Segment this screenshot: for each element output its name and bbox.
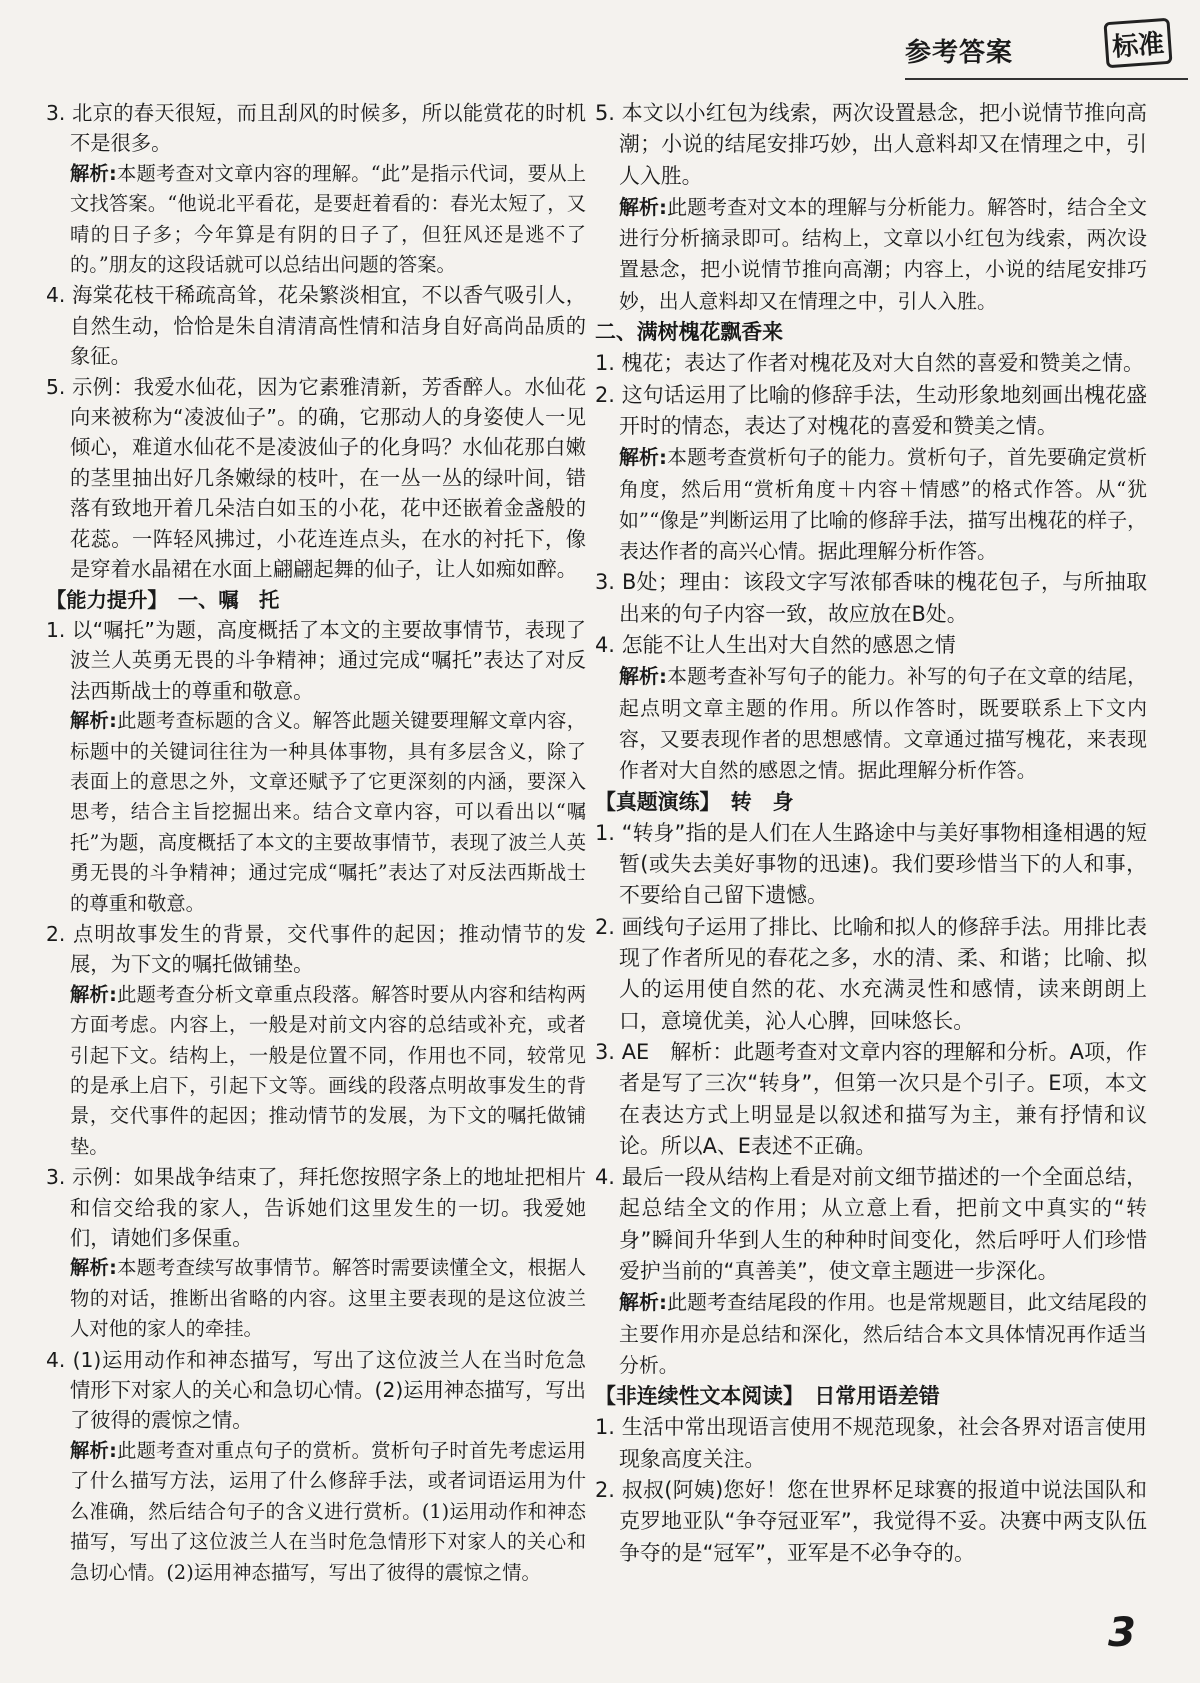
page-header <box>905 14 1180 72</box>
analysis-text: 本题考查续写故事情节。解答时需要读懂全文，根据人物的对话，推断出省略的内容。这里主要表现的是这位波兰人对他的家人的牵挂。 <box>70 1256 586 1341</box>
answer-item: 3. 北京的春天很短，而且刮风的时候多，所以能赏花的时机不是很多。 <box>46 101 586 156</box>
analysis-text: 此题考查分析文章重点段落。解答时要从内容和结构两方面考虑。内容上，一般是对前文内容的总结或补充，或者引起下文。结构上，一般是位置不同，作用也不同，较常见的是承上启下，引起下文等。画线的段落点明故事发生的背景，交代事件的起因；推动情节的发展，为下文的嘱托做铺垫。 <box>70 982 586 1158</box>
answer-item: 2. 叔叔(阿姨)您好！您在世界杯足球赛的报道中说法国队和克罗地亚队“争夺冠亚军”，我觉得不妥。决赛中两支队伍争夺的是“冠军”，亚军是不必争夺的。 <box>595 1478 1147 1565</box>
answer-item: 5. 本文以小红包为线索，两次设置悬念，把小说情节推向高潮；小说的结尾安排巧妙，出人意料却又在情理之中，引人入胜。 <box>595 101 1147 188</box>
answer-item: 1. 槐花；表达了作者对槐花及对大自然的喜爱和赞美之情。 <box>595 351 1144 376</box>
answer-item: 1. “转身”指的是人们在人生路途中与美好事物相逢相遇的短暂(或失去美好事物的迅速)。我们要珍惜当下的人和事，不要给自己留下遗憾。 <box>595 820 1147 908</box>
analysis-text: 本题考查赏析句子的能力。赏析句子，首先要确定赏析角度，然后用“赏析角度＋内容＋情感”的格式作答。从“犹如”“像是”判断运用了比喻的修辞手法，描写出槐花的样子，表达作者的高兴心情。据此理解分析作答。 <box>619 446 1147 564</box>
header-title: 参考答案 <box>905 38 1014 68</box>
page-number: 3 <box>1108 1610 1136 1656</box>
analysis-label: 解析: <box>619 446 667 470</box>
analysis-label: 解析: <box>619 195 667 219</box>
analysis-block <box>46 1253 586 1344</box>
answer-item: 3. 示例：如果战争结束了，拜托您按照字条上的地址把相片和信交给我的家人，告诉她们这里发生的一切。我爱她们，请她们多保重。 <box>46 1165 586 1251</box>
brand-logo-icon: 标准 <box>1103 18 1172 68</box>
answer-item: 3. AE 解析：此题考查对文章内容的理解和分析。A项，作者是写了三次“转身”，但第一次只是个引子。E项，本文在表达方式上明显是以叙述和描写为主，兼有抒情和议论。所以A、E表述不正确。 <box>595 1039 1147 1158</box>
analysis-block <box>46 980 586 1162</box>
answer-item: 2. 画线句子运用了排比、比喻和拟人的修辞手法。用排比表现了作者所见的春花之多，水的清、柔、和谐；比喻、拟人的运用使自然的花、水充满灵性和感情，读来朗朗上口，意境优美，沁人心脾，回味悠长。 <box>595 914 1147 1033</box>
analysis-block <box>595 1287 1147 1381</box>
analysis-block <box>595 442 1147 567</box>
analysis-block <box>595 661 1147 786</box>
answer-item: 5. 示例：我爱水仙花，因为它素雅清新，芳香醉人。水仙花向来被称为“凌波仙子”。的确，它那动人的身姿使人一见倾心，难道水仙花不是凌波仙子的化身吗？水仙花那白嫩的茎里抽出好几条嫩绿的枝叶，在一丛一丛的绿叶间，错落有致地开着几朵洁白如玉的小花，花中还嵌着金盏般的花蕊。一阵轻风拂过，小花连连点头，在水的衬托下，像是穿着水晶裙在水面上翩翩起舞的仙子，让人如痴如醉。 <box>46 374 586 582</box>
analysis-label: 解析: <box>70 982 117 1006</box>
answer-item: 3. B处；理由：该段文字写浓郁香味的槐花包子，与所抽取出来的句子内容一致，故应放在B处。 <box>595 570 1147 626</box>
analysis-text: 此题考查对文本的理解与分析能力。解答时，结合全文进行分析摘录即可。结构上，文章以小红包为线索，两次设置悬念，把小说情节推向高潮；内容上，小说的结尾安排巧妙，出人意料却又在情理之中，引人入胜。 <box>619 195 1147 313</box>
answer-item: 4. 最后一段从结构上看是对前文细节描述的一个全面总结，起总结全文的作用；从立意上看，把前文中真实的“转身”瞬间升华到人生的种种时间变化，然后呼吁人们珍惜爱护当前的“真善美”，使文章主题进一步深化。 <box>595 1165 1147 1283</box>
answer-item: 2. 这句话运用了比喻的修辞手法，生动形象地刻画出槐花盛开时的情态，表达了对槐花的喜爱和赞美之情。 <box>595 382 1147 438</box>
section-heading: 【能力提升】 一、嘱 托 <box>46 587 280 612</box>
analysis-text: 此题考查对重点句子的赏析。赏析句子时首先考虑运用了什么描写方法，运用了什么修辞手法，或者词语运用为什么准确，然后结合句子的含义进行赏析。(1)运用动作和神态描写，写出了这位波兰人在当时危急情形下对家人的关心和急切心情。(2)运用神态描写，写出了彼得的震惊之情。 <box>70 1438 586 1584</box>
right-column <box>595 98 1147 1569</box>
analysis-block <box>595 192 1147 317</box>
analysis-block <box>46 706 586 919</box>
analysis-text: 本题考查对文章内容的理解。“此”是指示代词，要从上文找答案。“他说北平看花，是要赶着看的：春光太短了，又晴的日子多；今年算是有阴的日子了，但狂风还是逃不了的。”朋友的这段话就可以总结出问题的答案。 <box>70 161 586 277</box>
answer-item: 4. 怎能不让人生出对大自然的感恩之情 <box>595 633 956 658</box>
analysis-label: 解析: <box>70 1438 117 1462</box>
analysis-text: 此题考查结尾段的作用。也是常规题目，此文结尾段的主要作用亦是总结和深化，然后结合本文具体情况再作适当分析。 <box>619 1291 1147 1377</box>
answer-item: 4. (1)运用动作和神态描写，写出了这位波兰人在当时危急情形下对家人的关心和急切心情。(2)运用神态描写，写出了彼得的震惊之情。 <box>46 1347 586 1433</box>
answer-item: 1. 以“嘱托”为题，高度概括了本文的主要故事情节，表现了波兰人英勇无畏的斗争精神；通过完成“嘱托”表达了对反法西斯战士的尊重和敬意。 <box>46 617 586 703</box>
analysis-label: 解析: <box>619 1291 667 1315</box>
analysis-text: 本题考查补写句子的能力。补写的句子在文章的结尾，起点明文章主题的作用。所以作答时，既要联系上下文内容，又要表现作者的思想感情。文章通过描写槐花，来表现作者对大自然的感恩之情。据此理解分析作答。 <box>619 665 1147 783</box>
section-heading: 二、满树槐花飘香来 <box>595 320 784 345</box>
analysis-label: 解析: <box>70 1256 117 1280</box>
answer-item: 1. 生活中常出现语言使用不规范现象，社会各界对语言使用现象高度关注。 <box>595 1415 1147 1471</box>
left-column <box>46 98 586 1588</box>
analysis-label: 解析: <box>70 161 117 185</box>
analysis-block <box>46 1436 586 1588</box>
answer-item: 4. 海棠花枝干稀疏高耸，花朵繁淡相宜，不以香气吸引人，自然生动，恰恰是朱自清清高性情和洁身自好高尚品质的象征。 <box>46 283 586 369</box>
section-heading: 【真题演练】 转 身 <box>595 789 794 814</box>
analysis-label: 解析: <box>70 709 117 733</box>
analysis-text: 此题考查标题的含义。解答此题关键要理解文章内容，标题中的关键词往往为一种具体事物，具有多层含义，除了表面上的意思之外，文章还赋予了它更深刻的内涵，要深入思考，结合主旨挖掘出来。结合文章内容，可以看出以“嘱托”为题，高度概括了本文的主要故事情节，表现了波兰人英勇无畏的斗争精神；通过完成“嘱托”表达了对反法西斯战士的尊重和敬意。 <box>70 709 586 915</box>
answer-item: 2. 点明故事发生的背景，交代事件的起因；推动情节的发展，为下文的嘱托做铺垫。 <box>46 921 586 977</box>
header-divider <box>905 78 1188 80</box>
analysis-block <box>46 159 586 281</box>
section-heading: 【非连续性文本阅读】 日常用语差错 <box>595 1384 940 1409</box>
analysis-label: 解析: <box>619 665 667 689</box>
